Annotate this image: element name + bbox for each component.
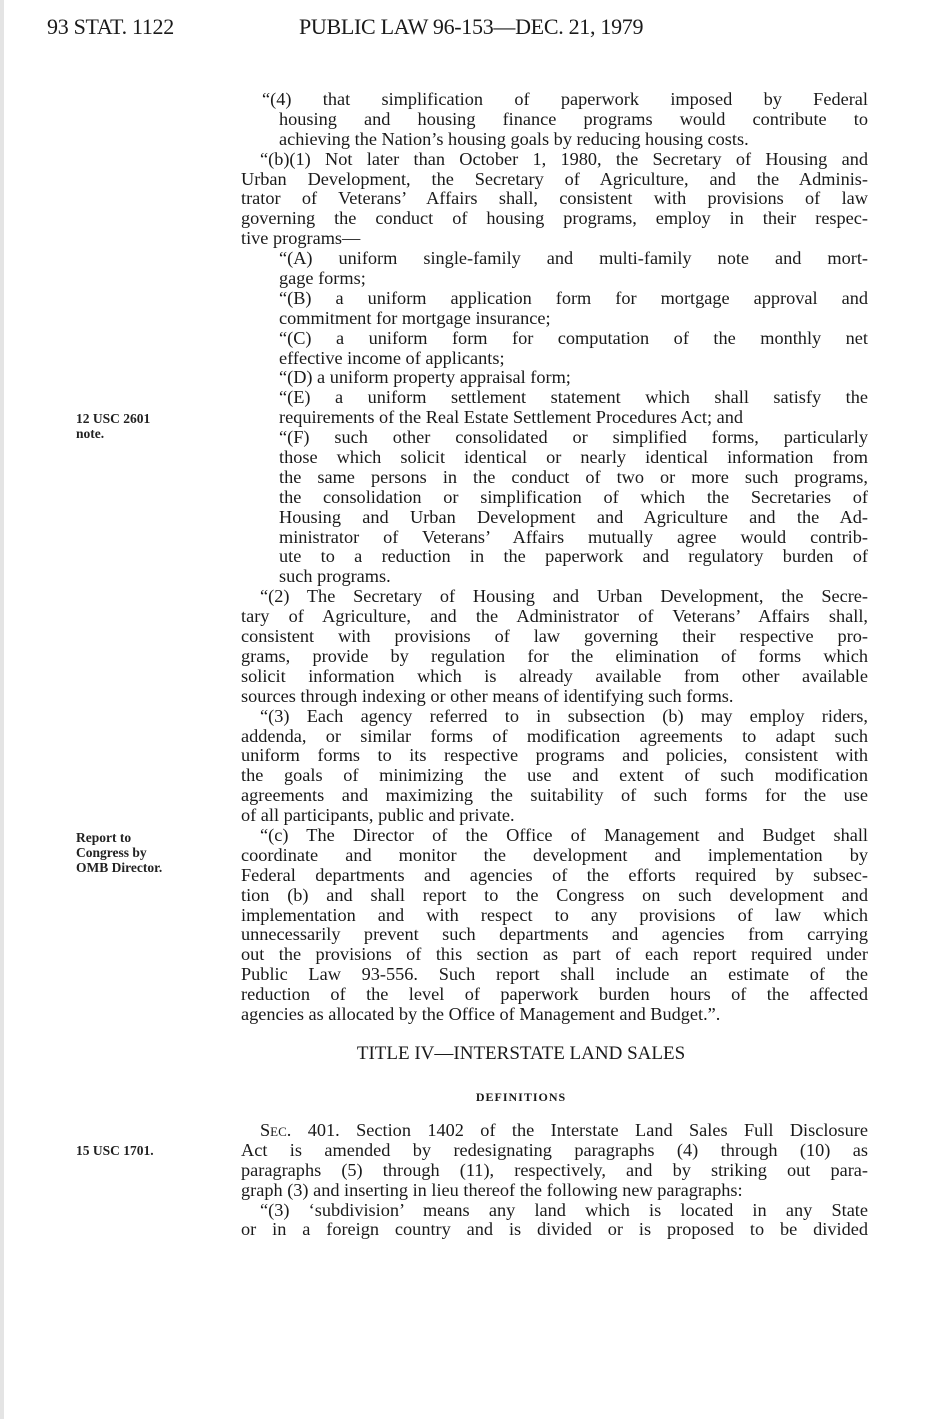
text-line: “(4) that simplification of paperwork imposed by Federal	[262, 89, 868, 109]
text-line: Housing and Urban Development and Agriculture and the Ad-	[279, 506, 868, 527]
text-line: Federal departments and agencies of the efforts required by subsec-	[241, 864, 868, 885]
text-line: housing and housing finance programs would contribute to	[279, 108, 868, 129]
text-line: solicit information which is already available from other available	[241, 665, 868, 686]
paragraph	[0, 90, 947, 150]
text-line: ministrator of Veterans’ Affairs mutually agree would contrib-	[279, 526, 868, 547]
text-line: addenda, or similar forms of modification agreements to adapt such	[241, 725, 868, 746]
text-line: Sec. 401. Section 1402 of the Interstate Land Sales Full Disclosure	[260, 1120, 868, 1140]
text-line: the goals of minimizing the use and extent of such modification	[241, 765, 868, 786]
text-line: those which solicit identical or nearly identical information from	[279, 447, 868, 468]
paragraph	[0, 368, 947, 388]
paragraph	[0, 1121, 947, 1201]
text-line: uniform forms to its respective programs and policies, consistent with	[241, 745, 868, 766]
sidenote-line: Report to	[76, 830, 132, 845]
text-line: commitment for mortgage insurance;	[279, 307, 551, 328]
text-line: implementation and with respect to any provisions of law which	[241, 904, 868, 925]
text-line: “(2) The Secretary of Housing and Urban Development, the Secre-	[260, 586, 868, 607]
text-line: gage forms;	[279, 268, 366, 289]
title-heading: TITLE IV—INTERSTATE LAND SALES	[356, 1043, 686, 1064]
text-line: the same persons in the conduct of two or more such programs,	[279, 466, 868, 487]
paragraph	[0, 1201, 947, 1241]
section-401-text	[0, 1121, 947, 1240]
text-line: effective income of applicants;	[279, 347, 505, 368]
text-line: “(3) Each agency referred to in subsection (b) may employ riders,	[260, 705, 868, 726]
paragraph	[0, 826, 947, 1025]
paragraph	[0, 329, 947, 369]
sidenote-line: 15 USC 1701.	[76, 1143, 154, 1158]
text-line: grams, provide by regulation for the elimination of forms which	[241, 645, 868, 666]
paragraph	[0, 249, 947, 289]
text-line: sources through indexing or other means of identifying such forms.	[241, 685, 734, 706]
text-line: such programs.	[279, 566, 391, 587]
text-line: tary of Agriculture, and the Administrator of Veterans’ Affairs shall,	[241, 606, 868, 627]
text-line: “(E) a uniform settlement statement which shall satisfy the	[279, 387, 868, 408]
text-line: “(B) a uniform application form for mortgage approval and	[279, 287, 868, 308]
text-line: coordinate and monitor the development and implementation by	[241, 844, 868, 865]
sidenote-line: OMB Director.	[76, 860, 163, 875]
text-line: trator of Veterans’ Affairs shall, consistent with provisions of law	[241, 188, 868, 209]
section-label: Sec.	[260, 1120, 292, 1140]
text-line: achieving the Nation’s housing goals by reducing housing costs.	[279, 128, 749, 149]
paragraph	[0, 388, 947, 428]
running-head: PUBLIC LAW 96-153—DEC. 21, 1979	[299, 14, 644, 39]
text-line: Urban Development, the Secretary of Agriculture, and the Adminis-	[241, 168, 868, 189]
text-line: “(F) such other consolidated or simplified forms, particularly	[279, 427, 868, 448]
text-line: “(c) The Director of the Office of Management and Budget shall	[260, 824, 868, 845]
sidenote-line: 12 USC 2601	[76, 411, 151, 426]
text-line: tive programs—	[241, 228, 361, 249]
text-line: “(3) ‘subdivision’ means any land which is located in any State	[260, 1199, 868, 1220]
text-line: out the provisions of this section as part of each report required under	[241, 944, 868, 965]
body-text	[0, 90, 947, 1025]
text-line: graph (3) and inserting in lieu thereof the following new paragraphs:	[241, 1179, 743, 1200]
paragraph	[0, 150, 947, 249]
text-line: tion (b) and shall report to the Congress on such development and	[241, 884, 868, 905]
text-line: of all participants, public and private.	[241, 805, 515, 826]
paragraph	[0, 289, 947, 329]
text-line: reduction of the level of paperwork burden hours of the affected	[241, 984, 868, 1005]
text-line: unnecessarily prevent such departments and agencies from carrying	[241, 924, 868, 945]
text-line: Act is amended by redesignating paragraphs (4) through (10) as	[241, 1139, 868, 1160]
text-line: ute to a reduction in the paperwork and regulatory burden of	[279, 546, 868, 567]
text-line: requirements of the Real Estate Settlement Procedures Act; and	[279, 407, 743, 428]
sidenote-line: Congress by	[76, 845, 147, 860]
definitions-heading: DEFINITIONS	[475, 1090, 567, 1104]
stat-page-number: 93 STAT. 1122	[47, 14, 174, 39]
text-line: agencies as allocated by the Office of Management and Budget.”.	[241, 1003, 721, 1024]
sidenote-line: note.	[76, 426, 105, 441]
text-line: governing the conduct of housing programs, employ in their respec-	[241, 208, 868, 229]
text-line: “(C) a uniform form for computation of the monthly net	[279, 327, 868, 348]
text-line: consistent with provisions of law governing their respective pro-	[241, 626, 868, 647]
text-line: agreements and maximizing the suitability of such forms for the use	[241, 785, 868, 806]
text-line: paragraphs (5) through (11), respectively, and by striking out para-	[241, 1159, 868, 1180]
text-line: “(b)(1) Not later than October 1, 1980, the Secretary of Housing and	[260, 148, 868, 169]
text-line: the consolidation or simplification of which the Secretaries of	[279, 486, 868, 507]
text-line: “(D) a uniform property appraisal form;	[279, 367, 571, 388]
text-line: “(A) uniform single-family and multi-family note and mort-	[279, 248, 868, 269]
paragraph	[0, 428, 947, 587]
paragraph	[0, 587, 947, 706]
text-line: Public Law 93-556. Such report shall include an estimate of the	[241, 964, 868, 985]
paragraph	[0, 707, 947, 826]
text-line: or in a foreign country and is divided or is proposed to be divided	[241, 1219, 868, 1240]
